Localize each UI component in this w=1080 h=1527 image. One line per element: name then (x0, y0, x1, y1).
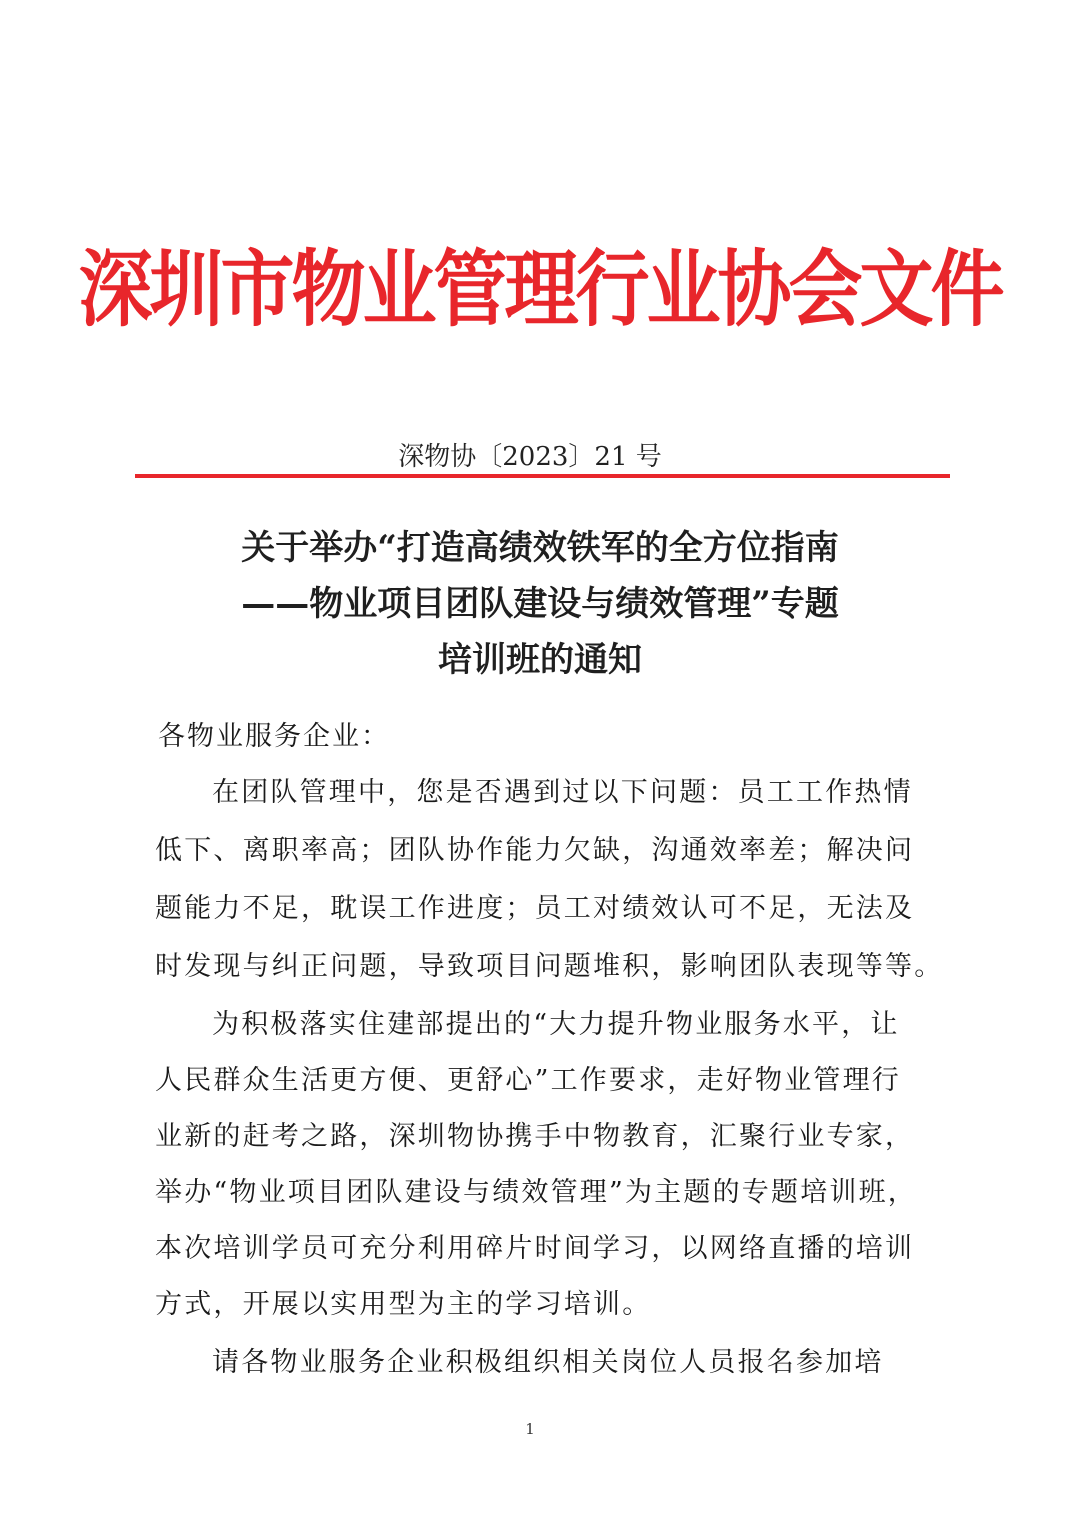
page-number: 1 (525, 1420, 535, 1438)
notice-title-line-3: 培训班的通知 (438, 640, 642, 680)
notice-title-line-2: ——物业项目团队建设与绩效管理”专题 (241, 584, 839, 624)
paragraph-1-line: 题能力不足，耽误工作进度；员工对绩效认可不足，无法及 (155, 893, 915, 924)
document-number: 深物协〔2023〕21 号 (398, 442, 662, 472)
paragraph-2-line: 为积极落实住建部提出的“大力提升物业服务水平，让 (212, 1009, 900, 1040)
red-divider-line (135, 474, 950, 478)
salutation: 各物业服务企业： (158, 721, 390, 752)
paragraph-2-line: 方式，开展以实用型为主的学习培训。 (155, 1289, 652, 1320)
paragraph-2-line: 业新的赶考之路，深圳物协携手中物教育，汇聚行业专家， (155, 1121, 915, 1152)
paragraph-1-line: 时发现与纠正问题，导致项目问题堆积，影响团队表现等等。 (155, 951, 944, 982)
paragraph-1-line: 在团队管理中，您是否遇到过以下问题：员工工作热情 (212, 777, 913, 808)
paragraph-2-line: 人民群众生活更方便、更舒心”工作要求，走好物业管理行 (155, 1065, 902, 1096)
paragraph-2-line: 举办“物业项目团队建设与绩效管理”为主题的专题培训班， (155, 1177, 918, 1208)
paragraph-3-line: 请各物业服务企业积极组织相关岗位人员报名参加培 (212, 1347, 884, 1378)
notice-title-line-1: 关于举办“打造高绩效铁军的全方位指南 (241, 528, 839, 568)
masthead-title: 深圳市物业管理行业协会文件 (78, 241, 1002, 339)
paragraph-1-line: 低下、离职率高；团队协作能力欠缺，沟通效率差；解决问 (155, 835, 915, 866)
paragraph-2-line: 本次培训学员可充分利用碎片时间学习，以网络直播的培训 (155, 1233, 915, 1264)
